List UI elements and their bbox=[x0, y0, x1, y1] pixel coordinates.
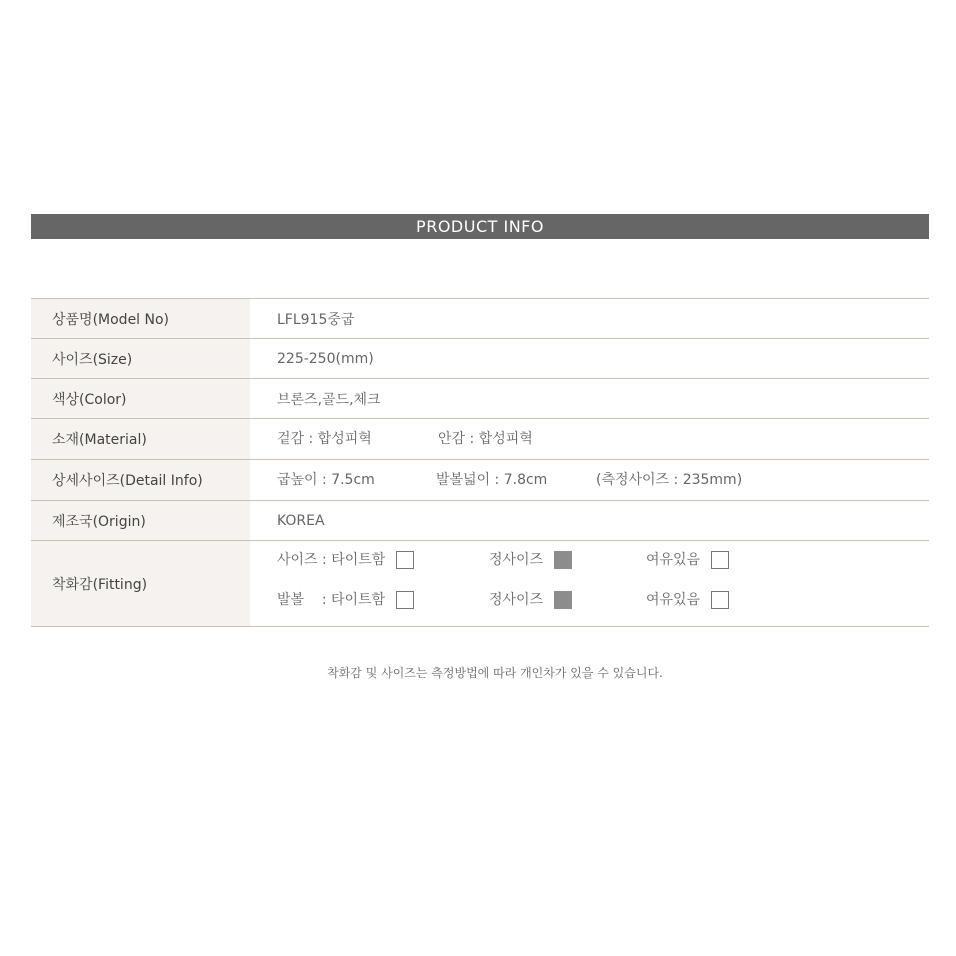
detail-label: 상세사이즈(Detail Info) bbox=[31, 460, 250, 501]
foot-width: 발볼넓이 : 7.8cm bbox=[436, 472, 548, 488]
material-value bbox=[250, 419, 929, 460]
fit-width-loose-label: 여유있음 bbox=[646, 592, 701, 608]
fit-size-loose-checkbox[interactable] bbox=[711, 551, 729, 569]
size-value: 225-250(mm) bbox=[250, 339, 929, 379]
fit-size-label: 사이즈 : 타이트함 bbox=[277, 552, 386, 568]
model-value: LFL915중굽 bbox=[250, 299, 929, 339]
material-label: 소재(Material) bbox=[31, 419, 250, 460]
origin-value: KOREA bbox=[250, 501, 929, 541]
measured-size: (측정사이즈 : 235mm) bbox=[596, 472, 743, 488]
table-row-color bbox=[31, 379, 929, 419]
fit-width-loose-checkbox[interactable] bbox=[711, 591, 729, 609]
fit-size-loose-label: 여유있음 bbox=[646, 552, 701, 568]
fit-width-label: 발볼 : 타이트함 bbox=[277, 592, 386, 608]
model-label: 상품명(Model No) bbox=[31, 299, 250, 339]
table-row-origin bbox=[31, 501, 929, 541]
fit-width-tight-checkbox[interactable] bbox=[396, 591, 414, 609]
color-value: 브론즈,골드,체크 bbox=[250, 379, 929, 419]
table-row-material bbox=[31, 419, 929, 460]
heel-height: 굽높이 : 7.5cm bbox=[277, 472, 375, 488]
table-row-detail bbox=[31, 460, 929, 501]
table-row-fitting bbox=[31, 541, 929, 627]
material-outer: 겉감 : 합성피혁 bbox=[277, 431, 372, 447]
fitting-value bbox=[250, 541, 929, 627]
color-label: 색상(Color) bbox=[31, 379, 250, 419]
table-row-model bbox=[31, 299, 929, 339]
material-inner: 안감 : 합성피혁 bbox=[438, 431, 533, 447]
fitting-label: 착화감(Fitting) bbox=[31, 541, 250, 627]
fitting-disclaimer: 착화감 및 사이즈는 측정방법에 따라 개인차가 있을 수 있습니다. bbox=[327, 666, 663, 680]
table-row-size bbox=[31, 339, 929, 379]
detail-value bbox=[250, 460, 929, 501]
fit-size-tight-checkbox[interactable] bbox=[396, 551, 414, 569]
product-info-header: PRODUCT INFO bbox=[31, 214, 929, 239]
product-info-table bbox=[31, 298, 929, 627]
size-label: 사이즈(Size) bbox=[31, 339, 250, 379]
fit-size-normal-label: 정사이즈 bbox=[489, 552, 544, 568]
fit-width-normal-checkbox[interactable] bbox=[554, 591, 572, 609]
fit-width-normal-label: 정사이즈 bbox=[489, 592, 544, 608]
origin-label: 제조국(Origin) bbox=[31, 501, 250, 541]
fit-size-normal-checkbox[interactable] bbox=[554, 551, 572, 569]
